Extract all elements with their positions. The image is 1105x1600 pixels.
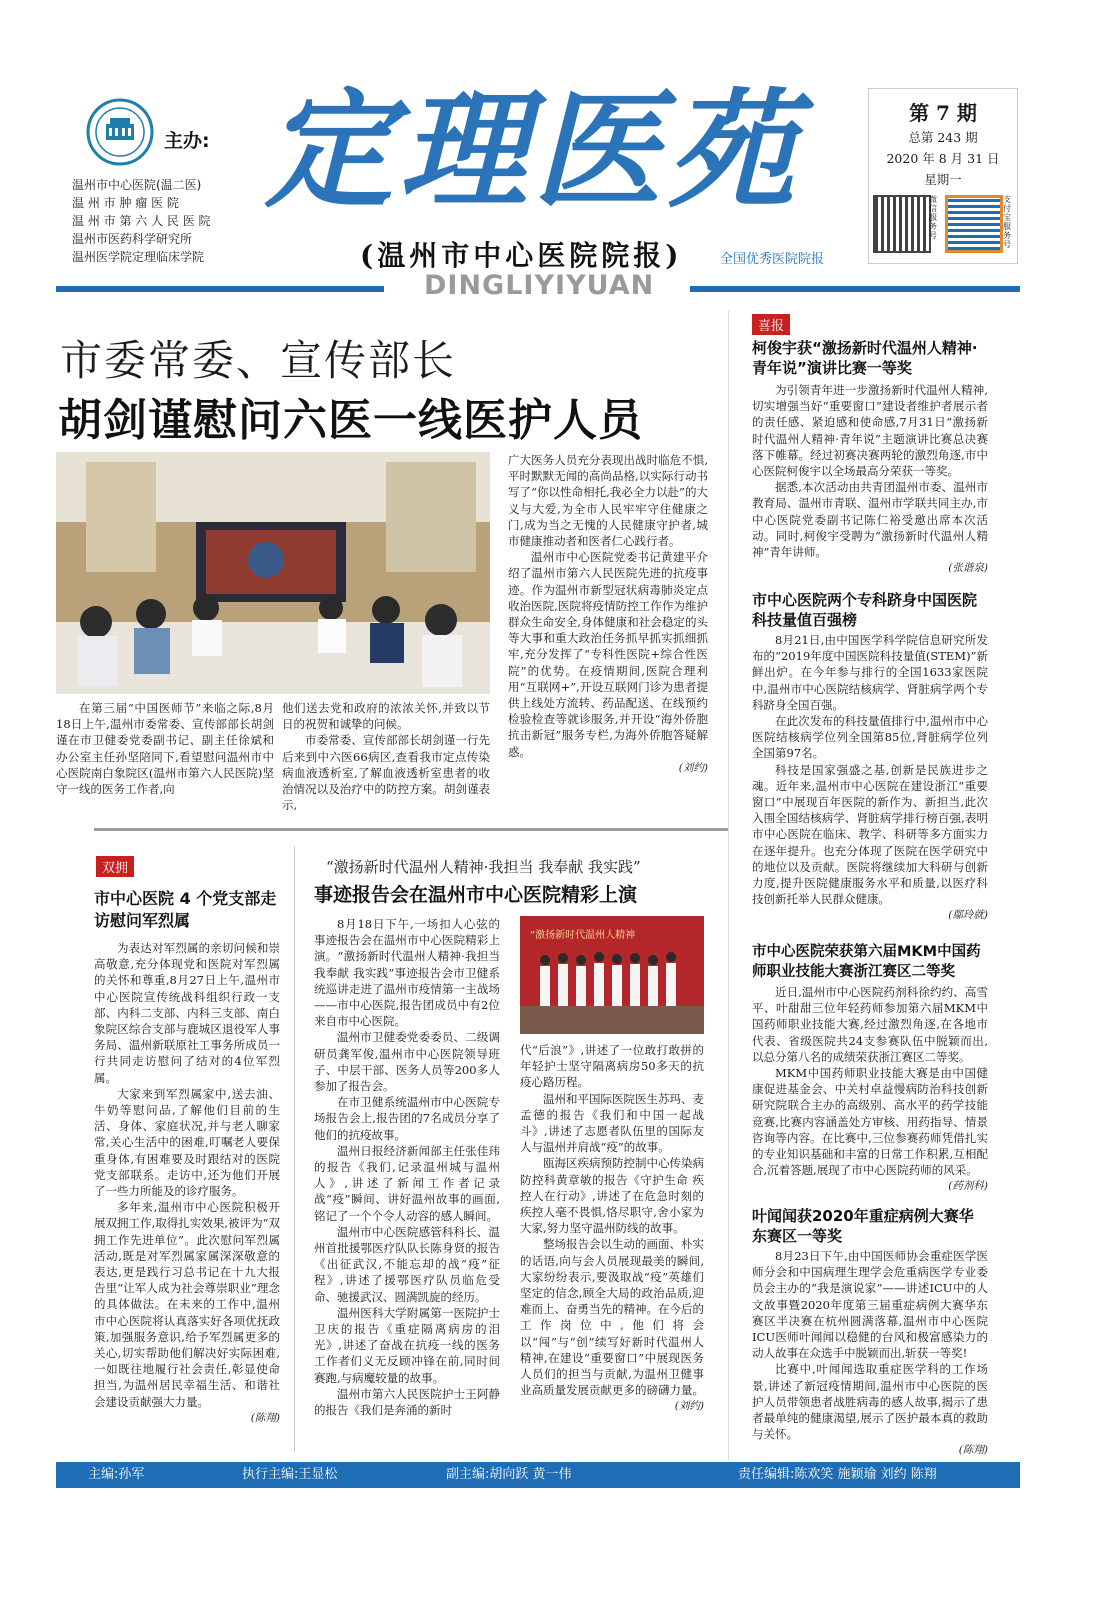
lead-author: (刘约) bbox=[678, 761, 708, 774]
host-item: 温州医学院定理临床学院 bbox=[72, 250, 205, 264]
issue-number: 第 7 期 bbox=[909, 101, 977, 125]
xibao-tag: 喜报 bbox=[752, 314, 790, 335]
report-c1-p2: 温州市卫健委党委委员、二级调研员龚军俊,温州市中心医院领导班子、中层干部、医务人员等200多人参加了报告会。 bbox=[314, 1030, 500, 1094]
lead-col-2b-text: 市委常委、宣传部部长胡剑谨一行先后来到中六医66病区,查看我市定点传染病血液透析室,了解血液透析室患者的收治情况以及治疗中的防控方案。胡剑谨表示, bbox=[282, 733, 490, 813]
report-c2-p0: 代“后浪”》,讲述了一位敢打敢拼的年轻护士坚守隔离病房50多天的抗疫心路历程。 bbox=[520, 1043, 704, 1090]
shuangyong-title: 市中心医院 4 个党支部走访慰问军烈属 bbox=[94, 889, 277, 930]
xibao-a4-body bbox=[752, 1248, 988, 1459]
host-label: 主办: bbox=[164, 130, 210, 152]
xibao-a3-body bbox=[752, 984, 988, 1195]
photo-banner-text: “激扬新时代温州人精神 bbox=[530, 930, 636, 941]
qr-wechat[interactable] bbox=[873, 195, 931, 253]
shuangyong-p3: 多年来,温州市中心医院积极开展双拥工作,取得扎实效果,被评为“双拥工作先进单位”。此次慰问军烈属活动,既是对军烈属家属深深敬意的表达,更是践行习总书记在十九大报告里“让军人成为社会尊崇职业”理念的具体做法。在未来的工作中,温州市中心医院将认真落实好各项优抚政策,加强服务意识,给予军烈属更多的关心,切实帮助他们解决好实际困难,一如既往地履行社会责任,彰显使命担当,为温州居民幸福生活、和谐社会建设贡献强大力量。 bbox=[94, 1200, 280, 1409]
issue-weekday: 星期一 bbox=[924, 172, 962, 187]
xibao-a3-p1: 近日,温州市中心医院药剂科徐约约、高雪平、叶甜甜三位年轻药师参加第六届MKM中国药师职业技能大赛,经过激烈角逐,在各地市代表、省级医院共24支参赛队伍中脱颖而出,以总分第八名的成绩荣获浙江赛区二等奖。 bbox=[752, 985, 988, 1064]
issue-date: 2020 年 8 月 31 日 bbox=[886, 151, 1000, 166]
report-c2-p3: 整场报告会以生动的画面、朴实的话语,向与会人员展现最美的瞬间,大家纷纷表示,要汲取战“疫”英雄们坚定的信念,顾全大局的政治品质,迎难而上、奋勇当先的精神。在今后的工作岗位中,他们将会以“闯”与“创”续写好新时代温州人精神,在建设“重要窗口”中展现医务人员们的担当与贡献,为温州卫健事业高质量发展贡献更多的磅礴力量。 bbox=[520, 1237, 704, 1398]
report-c1-p1: 8月18日下午,一场扣人心弦的事迹报告会在温州市中心医院精彩上演。“激扬新时代温州人精神·我担当 我奉献 我实践”事迹报告会市卫健系统巡讲走进了温州市疫情第一主战场——市中心医院,报告团成员中有2位来自市中心医院。 bbox=[314, 917, 500, 1029]
lead-col-3b-text: 温州市中心医院党委书记黄建平介绍了温州市第六人民医院先进的抗疫事迹。作为温州市新型冠状病毒肺炎定点收治医院,医院将疫情防控工作作为维护群众生命安全,身体健康和社会稳定的头等大事和重大政治任务抓早抓实抓细抓牢,充分发挥了“专科性医院+综合性医院”的优势。在疫情期间,医院合理利用“互联网+”,开设互联网门诊为患者提供上线处方流转、药品配送、在线预约检验检查等就诊服务,并开设“海外侨胞抗击新冠”服务专栏,为海外侨胞答疑解惑。 bbox=[508, 550, 708, 759]
xibao-a2-title: 市中心医院两个专科跻身中国医院科技量值百强榜 bbox=[752, 591, 978, 629]
xibao-a3-author: (药剂科) bbox=[948, 1180, 988, 1193]
shuangyong-tag: 双拥 bbox=[96, 856, 134, 877]
footer-deputy: 副主编:胡向跃 黄一伟 bbox=[446, 1467, 572, 1482]
lead-headline-2: 胡剑谨慰问六医一线医护人员 bbox=[58, 395, 643, 446]
masthead-rule-right bbox=[690, 286, 1020, 292]
lead-headline-1: 市委常委、宣传部长 bbox=[60, 336, 457, 385]
host-item: 温 州 市 第 六 人 民 医 院 bbox=[72, 214, 211, 228]
report-c1-p7: 温州市第六人民医院护士王阿静的报告《我们是奔涌的新时 bbox=[314, 1386, 500, 1418]
paper-pinyin: DINGLIYIYUAN bbox=[424, 270, 655, 301]
lead-col-1-text: 在第三届“中国医师节”来临之际,8月18日上午,温州市委常委、宣传部部长胡剑谨在市卫健委党委副书记、副主任徐斌和办公室主任孙坚陪同下,看望慰问温州市中心医院南白象院区(温州市第六人民医院)坚守一线的医务工作者,向 bbox=[56, 701, 274, 797]
xibao-a4-title: 叶闻闻获2020年重症病例大赛华东赛区一等奖 bbox=[752, 1207, 974, 1245]
lead-col-3 bbox=[508, 452, 708, 776]
lead-col-3a-text: 广大医务人员充分表现出战时临危不惧,平时默默无闻的高尚品格,以实际行动书写了“你以性命相托,我必全力以赴”的大义与大爱,为全市人民牢牢守住健康之门,成为当之无愧的人民健康守护者,城市健康推动者和医者仁心践行者。 bbox=[508, 453, 708, 549]
xibao-a2-p1: 8月21日,由中国医学科学院信息研究所发布的“2019年度中国医院科技量值(STEM)”新鲜出炉。在今年参与排行的全国1633家医院中,温州市中心医院结核病学、肾脏病学两个专科跻身全国百强。 bbox=[752, 633, 988, 712]
report-c2-p1: 温州和平国际医院医生苏玛、麦孟德的报告《我们和中国一起战斗》,讲述了志愿者队伍里的国际友人与温州并肩战“疫”的故事。 bbox=[520, 1091, 704, 1155]
xibao-a1-p2: 据悉,本次活动由共青团温州市委、温州市教育局、温州市青联、温州市学联共同主办,市中心医院党委副书记陈仁裕受邀出席本次活动。同时,柯俊宇受聘为“激扬新时代温州人精神”青年讲师。 bbox=[752, 480, 988, 560]
xibao-a2-p3: 科技是国家强盛之基,创新是民族进步之魂。近年来,温州市中心医院在建设浙江“重要窗口”中展现百年医院的新作为、新担当,此次入围全国结核病学、肾脏病学排行榜百强,表明市中心医院在临床、教学、科研等多方面实力在逐年提升。也充分体现了医院在医学研究中的地位以及贡献。医院将继续加大科研与创新力度,提升医院健康服务水平和质量,以医疗科技创新托举人民群众健康。 bbox=[752, 762, 988, 907]
footer-chief: 主编:孙军 bbox=[88, 1467, 145, 1482]
xibao-a1-p1: 为引领青年进一步激扬新时代温州人精神,切实增强当好“重要窗口”建设者维护者展示者的责任感、紧迫感和使命感,7月31日“激扬新时代温州人精神·青年说”主题演讲比赛总决赛落下帷幕。经过初赛决赛两轮的激烈角逐,市中心医院柯俊宇以全场最高分荣获一等奖。 bbox=[752, 383, 988, 479]
column-divider bbox=[728, 310, 729, 1460]
issue-box bbox=[868, 88, 1018, 264]
report-c2-p2: 瓯海区疾病预防控制中心传染病防控科黄章敏的报告《守护生命 疾控人在行动》,讲述了在危急时刻的疾控人毫不畏惧,恪尽职守,舍小家为大家,努力坚守温州防线的故事。 bbox=[520, 1156, 704, 1236]
xibao-a2-author: (鄢玲就) bbox=[948, 909, 988, 922]
xibao-a3-title: 市中心医院荣获第六届MKM中国药师职业技能大赛浙江赛区二等奖 bbox=[752, 944, 981, 980]
footer-bar bbox=[56, 1462, 1020, 1488]
host-item: 温州市医药科学研究所 bbox=[72, 232, 193, 246]
xibao-a1-author: (张谐泉) bbox=[948, 562, 988, 575]
report-c1-p5: 温州市中心医院感管科科长、温州首批援鄂医疗队队长陈身贤的报告《出征武汉,不能忘却的战“疫”征程》,讲述了援鄂医疗队员临危受命、驰援武汉、圆满凯旋的经历。 bbox=[314, 1224, 500, 1304]
host-item: 温 州 市 肿 瘤 医 院 bbox=[72, 196, 179, 210]
xibao-a1-body bbox=[752, 382, 988, 576]
qr-alipay[interactable] bbox=[945, 195, 1003, 253]
lead-col-2 bbox=[282, 700, 490, 813]
qr-wechat-label: 微信服务号 bbox=[929, 195, 937, 240]
host-item: 温州市中心医院(温二医) bbox=[72, 178, 202, 192]
shuangyong-divider bbox=[294, 846, 295, 1452]
shuangyong-body bbox=[94, 940, 280, 1426]
report-c1-p3: 在市卫健系统温州市中心医院专场报告会上,报告团的7名成员分享了他们的抗疫故事。 bbox=[314, 1095, 500, 1142]
report-col-2 bbox=[520, 1042, 704, 1415]
section-divider bbox=[94, 828, 728, 831]
footer-editors: 责任编辑:陈欢笑 施颖瑜 刘约 陈翔 bbox=[738, 1467, 937, 1482]
shuangyong-p1: 为表达对军烈属的亲切问候和崇高敬意,充分体现党和医院对军烈属的关怀和尊重,8月27日上午,温州市中心医院宣传统战科组织行政一支部、内科二支部、内科三支部、南白象院区综合支部与鹿城区退役军人事务局、温州新联原社工事务所成员一行共同走访慰问了结对的4位军烈属。 bbox=[94, 941, 280, 1085]
report-kicker: “激扬新时代温州人精神·我担当 我奉献 我实践” bbox=[326, 858, 641, 876]
report-title: 事迹报告会在温州市中心医院精彩上演 bbox=[314, 884, 638, 906]
masthead-rule-left bbox=[56, 286, 384, 292]
report-photo bbox=[520, 916, 704, 1034]
lead-col-1 bbox=[56, 700, 274, 797]
shuangyong-author: (陈翔) bbox=[250, 1411, 280, 1424]
lead-col-2a-text: 他们送去党和政府的浓浓关怀,并致以节日的祝贺和诚挚的问候。 bbox=[282, 701, 490, 732]
xibao-a1-title: 柯俊宇获“激扬新时代温州人精神·青年说”演讲比赛一等奖 bbox=[752, 339, 978, 377]
host-list bbox=[72, 176, 211, 266]
xibao-a4-p2: 比赛中,叶闻闻选取重症医学科的工作场景,讲述了新冠疫情期间,温州市中心医院的医护人员带领患者战胜病毒的感人故事,揭示了患者最单纯的健康渴望,展示了医护最本真的救助与关怀。 bbox=[752, 1362, 988, 1442]
xibao-a4-author: (陈翔) bbox=[958, 1444, 988, 1457]
xibao-a2-p2: 在此次发布的科技量值排行中,温州市中心医院结核病学位列全国第85位,肾脏病学位列全国第97名。 bbox=[752, 714, 988, 761]
total-issue: 总第 243 期 bbox=[908, 130, 978, 145]
xibao-a2-body bbox=[752, 632, 988, 924]
xibao-a3-p2: MKM中国药师职业技能大赛是由中国健康促进基金会、中关村卓益慢病防治科技创新研究院联合主办的高级别、高水平的药学技能竞赛,比赛内容涵盖处方审核、用药指导、情景咨询等内容。在比赛中,三位参赛药师凭借扎实的专业知识基础和丰富的日常工作积累,互相配合,沉着答题,展现了市中心医院药师的风采。 bbox=[752, 1066, 988, 1178]
qr-alipay-label: 支付宝服务号 bbox=[1003, 195, 1011, 249]
report-c1-p4: 温州日报经济新闻部主任张佳玮的报告《我们,记录温州城与温州人》,讲述了新闻工作者记录战“疫”瞬间、讲好温州故事的画面,铭记了一个个令人动容的感人瞬间。 bbox=[314, 1143, 500, 1223]
paper-title: 定理医苑 bbox=[265, 76, 802, 226]
xibao-a4-p1: 8月23日下午,由中国医师协会重症医学医师分会和中国病理生理学会危重病医学专业委员会主办的“我是演说家”——讲述ICU中的人文故事暨2020年度第三届重症病例大赛华东赛区半决赛在杭州圆满落幕,温州市中心医院ICU医师叶闻闻以稳健的台风和极富感染力的动人故事在众选手中脱颖而出,斩获一等奖! bbox=[752, 1249, 988, 1361]
lead-photo bbox=[56, 452, 490, 694]
footer-exec: 执行主编:王显松 bbox=[242, 1467, 338, 1482]
hospital-logo bbox=[86, 98, 154, 166]
award-label: 全国优秀医院院报 bbox=[720, 252, 825, 267]
report-author: (刘约) bbox=[674, 1400, 704, 1413]
report-col-1 bbox=[314, 916, 500, 1418]
paper-subtitle: (温州市中心医院院报) bbox=[360, 239, 683, 272]
shuangyong-p2: 大家来到军烈属家中,送去油、牛奶等慰问品,了解他们目前的生活、身体、家庭状况,并与老人聊家常,关心生活中的困难,叮嘱老人要保重身体,有困难要及时跟结对的医院党支部联系。走访中,还为他们开展了一些力所能及的诊疗服务。 bbox=[94, 1086, 280, 1199]
report-c1-p6: 温州医科大学附属第一医院护士卫庆的报告《重症隔离病房的泪光》,讲述了奋战在抗疫一线的医务工作者们义无反顾冲锋在前,同时间赛跑,与病魔较量的故事。 bbox=[314, 1305, 500, 1385]
